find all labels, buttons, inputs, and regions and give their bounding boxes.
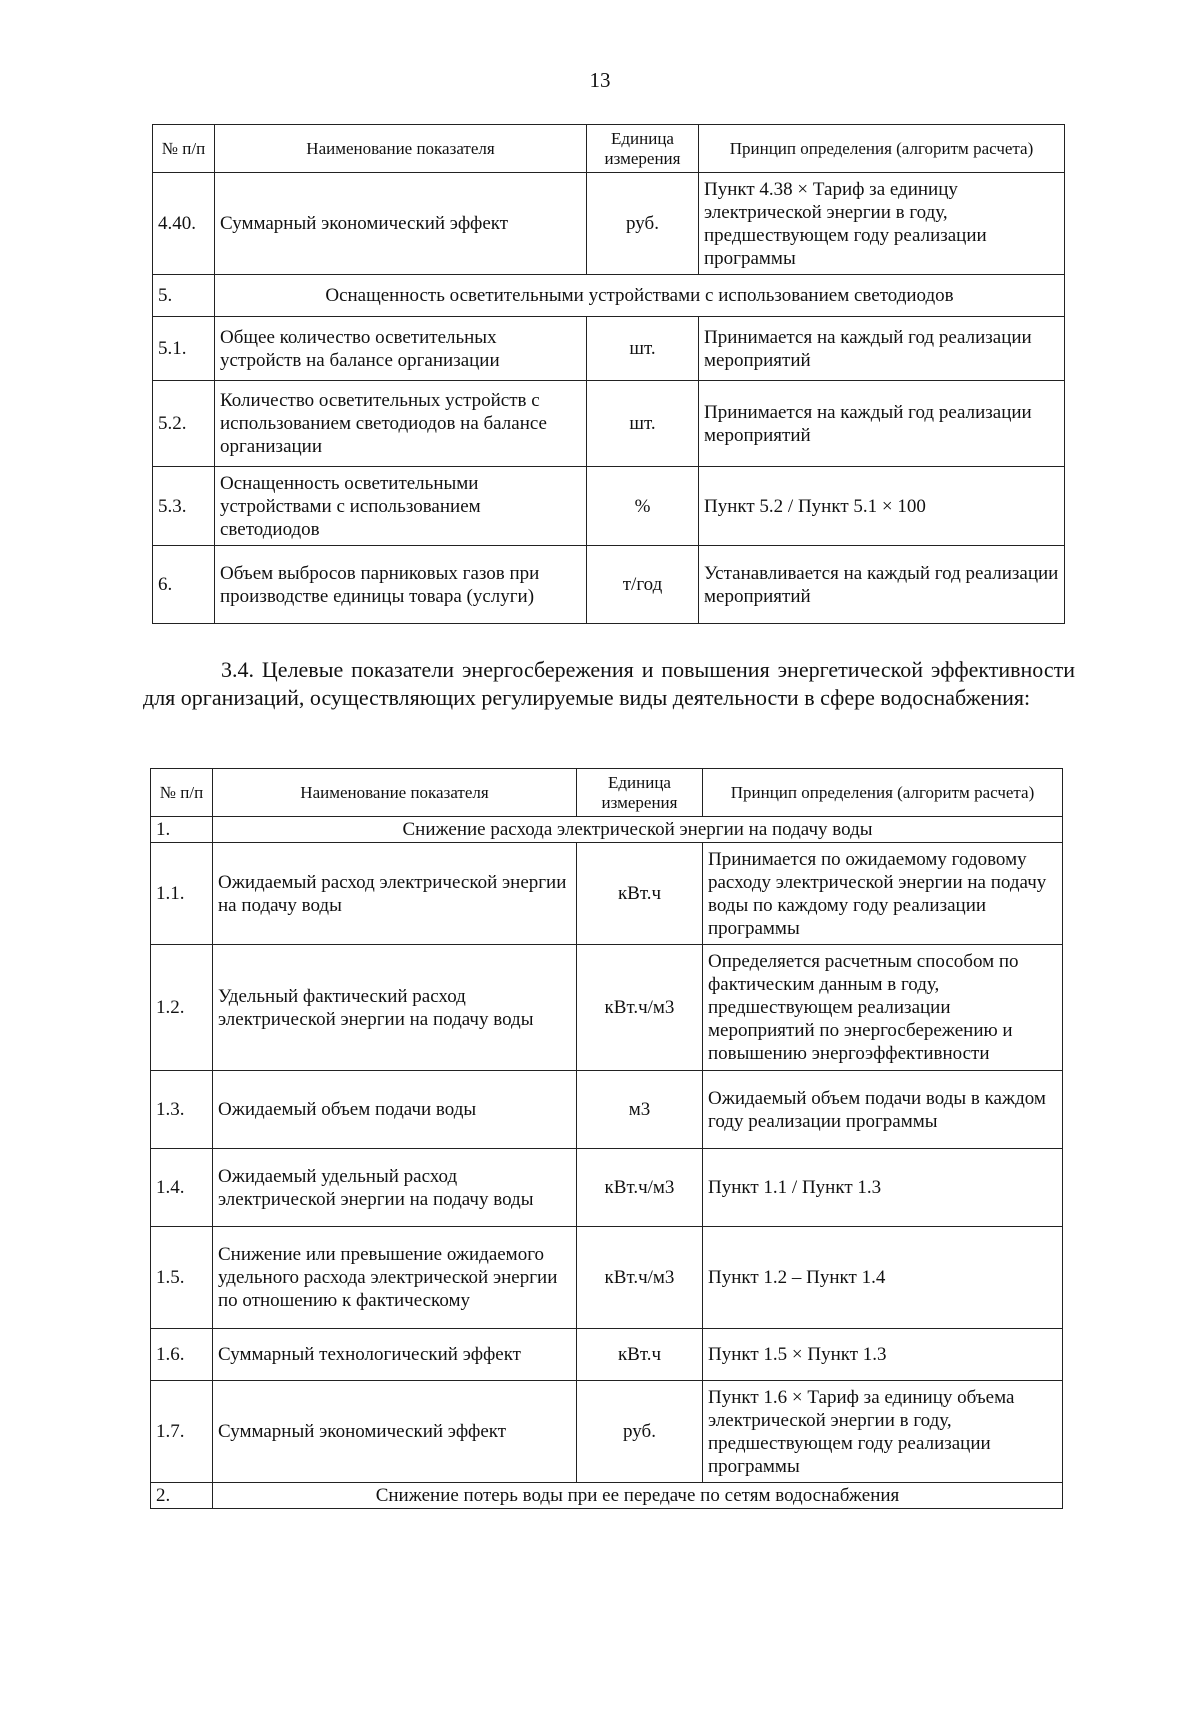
- section-title: Снижение потерь воды при ее передаче по сетям водоснабжения: [213, 1483, 1063, 1509]
- row-principle: Ожидаемый объем подачи воды в каждом году реализации программы: [703, 1071, 1063, 1149]
- row-name: Объем выбросов парниковых газов при производстве единицы товара (услуги): [215, 546, 587, 624]
- header-unit: Единица измерения: [577, 769, 703, 817]
- row-name: Снижение или превышение ожидаемого удельного расхода электрической энергии по отношению к фактическому: [213, 1227, 577, 1329]
- row-num: 1.6.: [151, 1329, 213, 1381]
- header-name: Наименование показателя: [213, 769, 577, 817]
- table-row: [153, 467, 1065, 546]
- row-unit: м3: [577, 1071, 703, 1149]
- section-title: Оснащенность осветительными устройствами с использованием светодиодов: [215, 275, 1065, 317]
- section-title: Снижение расхода электрической энергии на подачу воды: [213, 817, 1063, 843]
- row-name: Ожидаемый удельный расход электрической энергии на подачу воды: [213, 1149, 577, 1227]
- paragraph-text: 3.4. Целевые показатели энергосбережения и повышения энергетической эффективности для организаций, осуществляющих регулируемые виды деятельности в сфере водоснабжения:: [143, 657, 1075, 710]
- header-unit: Единица измерения: [587, 125, 699, 173]
- section-row: [153, 275, 1065, 317]
- row-num: 5.1.: [153, 317, 215, 381]
- indicators-table-electricity: [152, 124, 1065, 624]
- row-unit: кВт.ч/м3: [577, 1149, 703, 1227]
- row-name: Ожидаемый объем подачи воды: [213, 1071, 577, 1149]
- row-num: 1.5.: [151, 1227, 213, 1329]
- row-unit: шт.: [587, 317, 699, 381]
- table-row: [153, 546, 1065, 624]
- table-row: [151, 945, 1063, 1071]
- section-row: [151, 1483, 1063, 1509]
- table-row: [151, 843, 1063, 945]
- row-principle: Пункт 1.5 × Пункт 1.3: [703, 1329, 1063, 1381]
- header-principle: Принцип определения (алгоритм расчета): [699, 125, 1065, 173]
- table-row: [153, 317, 1065, 381]
- table-row: [151, 1149, 1063, 1227]
- row-num: 5.2.: [153, 381, 215, 467]
- table-header-row: [151, 769, 1063, 817]
- header-num: № п/п: [153, 125, 215, 173]
- row-num: 1.1.: [151, 843, 213, 945]
- row-num: 1.2.: [151, 945, 213, 1071]
- header-principle: Принцип определения (алгоритм расчета): [703, 769, 1063, 817]
- header-name: Наименование показателя: [215, 125, 587, 173]
- row-num: 4.40.: [153, 173, 215, 275]
- row-unit: руб.: [577, 1381, 703, 1483]
- row-principle: Пункт 5.2 / Пункт 5.1 × 100: [699, 467, 1065, 546]
- row-name: Удельный фактический расход электрической энергии на подачу воды: [213, 945, 577, 1071]
- row-num: 1.4.: [151, 1149, 213, 1227]
- row-name: Суммарный экономический эффект: [213, 1381, 577, 1483]
- row-principle: Принимается на каждый год реализации мероприятий: [699, 317, 1065, 381]
- table-row: [151, 1381, 1063, 1483]
- row-num: 5.: [153, 275, 215, 317]
- row-num: 1.7.: [151, 1381, 213, 1483]
- row-principle: Определяется расчетным способом по фактическим данным в году, предшествующем реализации мероприятий по энергосбережению и повышению энергоэффективности: [703, 945, 1063, 1071]
- table-row: [151, 1071, 1063, 1149]
- row-unit: кВт.ч: [577, 843, 703, 945]
- row-name: Суммарный технологический эффект: [213, 1329, 577, 1381]
- page-number: 13: [589, 68, 611, 92]
- row-unit: т/год: [587, 546, 699, 624]
- row-num: 5.3.: [153, 467, 215, 546]
- table-header-row: [153, 125, 1065, 173]
- row-name: Количество осветительных устройств с использованием светодиодов на балансе организации: [215, 381, 587, 467]
- row-name: Ожидаемый расход электрической энергии на подачу воды: [213, 843, 577, 945]
- row-principle: Принимается по ожидаемому годовому расходу электрической энергии на подачу воды по каждому году реализации программы: [703, 843, 1063, 945]
- row-unit: кВт.ч: [577, 1329, 703, 1381]
- table-row: [153, 173, 1065, 275]
- row-principle: Принимается на каждый год реализации мероприятий: [699, 381, 1065, 467]
- table-row: [151, 1329, 1063, 1381]
- row-principle: Пункт 4.38 × Тариф за единицу электрической энергии в году, предшествующем году реализации программы: [699, 173, 1065, 275]
- row-num: 1.: [151, 817, 213, 843]
- row-unit: кВт.ч/м3: [577, 945, 703, 1071]
- indicators-table-water-supply: [150, 768, 1063, 1509]
- row-principle: Устанавливается на каждый год реализации мероприятий: [699, 546, 1065, 624]
- row-principle: Пункт 1.1 / Пункт 1.3: [703, 1149, 1063, 1227]
- row-num: 6.: [153, 546, 215, 624]
- row-unit: шт.: [587, 381, 699, 467]
- table-row: [153, 381, 1065, 467]
- row-name: Общее количество осветительных устройств на балансе организации: [215, 317, 587, 381]
- section-paragraph: [143, 656, 1075, 712]
- row-name: Суммарный экономический эффект: [215, 173, 587, 275]
- row-num: 1.3.: [151, 1071, 213, 1149]
- header-num: № п/п: [151, 769, 213, 817]
- row-principle: Пункт 1.6 × Тариф за единицу объема электрической энергии в году, предшествующем году реализации программы: [703, 1381, 1063, 1483]
- section-row: [151, 817, 1063, 843]
- row-unit: %: [587, 467, 699, 546]
- row-num: 2.: [151, 1483, 213, 1509]
- row-name: Оснащенность осветительными устройствами с использованием светодиодов: [215, 467, 587, 546]
- row-unit: кВт.ч/м3: [577, 1227, 703, 1329]
- row-unit: руб.: [587, 173, 699, 275]
- table-row: [151, 1227, 1063, 1329]
- row-principle: Пункт 1.2 – Пункт 1.4: [703, 1227, 1063, 1329]
